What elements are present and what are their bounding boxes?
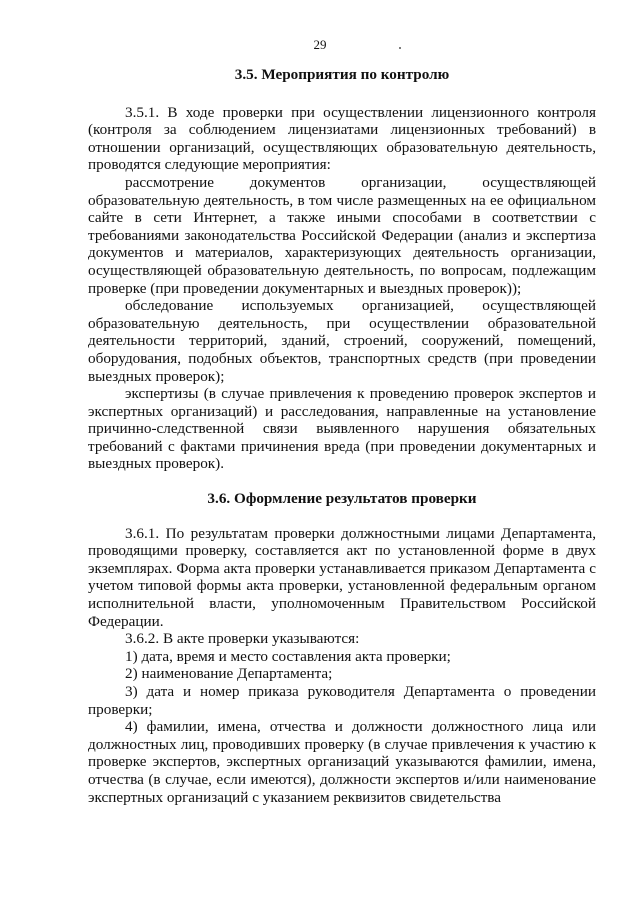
paragraph-review-documents: рассмотрение документов организации, осуществляющей образовательную деятельность, в том числе размещенных на ее официальном сайте в сети Интернет, а также иными способами в соответствии с требованиями законодательства Российской Федерации (анализ и экспертиза документов и материалов, характеризующих деятельность организации, осуществляющей образовательную деятельность, по вопросам, подлежащим проверке (при проведении документарных и выездных проверок)); bbox=[88, 173, 596, 297]
paragraph-inspection-premises: обследование используемых организацией, осуществляющей образовательную деятельность, при осуществлении образовательной деятельности территорий, зданий, строений, сооружений, помещений, оборудования, подобных объектов, транспортных средств (при проведении выездных проверок); bbox=[88, 297, 596, 385]
document-body bbox=[88, 66, 596, 806]
paragraph-3-6-1: 3.6.1. По результатам проверки должностными лицами Департамента, проводящими проверку, составляется акт по установленной форме в двух экземплярах. Форма акта проверки устанавливается приказом Департамента с учетом типовой формы акта проверки, установленной федеральным органом исполнительной власти, уполномоченным Правительством Российской Федерации. bbox=[88, 524, 596, 630]
list-item-1: 1) дата, время и место составления акта проверки; bbox=[125, 647, 451, 665]
scan-speck bbox=[399, 47, 401, 49]
page-number: 29 bbox=[313, 37, 327, 52]
paragraph-expertise: экспертизы (в случае привлечения к проведению проверок экспертов и экспертных организаций) и расследования, направленные на установление причинно-следственной связи выявленного нарушения обязательных требований с фактами причинения вреда (при проведении документарных и выездных проверок). bbox=[88, 385, 596, 473]
section-heading-3-5: 3.5. Мероприятия по контролю bbox=[234, 66, 450, 83]
list-item-3: 3) дата и номер приказа руководителя Департамента о проведении проверки; bbox=[88, 683, 596, 718]
paragraph-3-6-2: 3.6.2. В акте проверки указываются: bbox=[125, 630, 360, 648]
list-item-4: 4) фамилии, имена, отчества и должности должностного лица или должностных лиц, проводивших проверку (в случае привлечения к участию к проверке экспертов, экспертных организаций указываются фамилии, имена, отчества (в случае, если имеются), должности экспертов и/или наименование экспертных организаций с указанием реквизитов свидетельства bbox=[88, 718, 596, 806]
section-heading-3-6: 3.6. Оформление результатов проверки bbox=[207, 490, 477, 508]
paragraph-3-5-1: 3.5.1. В ходе проверки при осуществлении лицензионного контроля (контроля за соблюдением лицензиатами лицензионных требований) в отношении организаций, осуществляющих образовательную деятельность, проводятся следующие мероприятия: bbox=[88, 103, 596, 174]
list-item-2: 2) наименование Департамента; bbox=[125, 665, 333, 683]
